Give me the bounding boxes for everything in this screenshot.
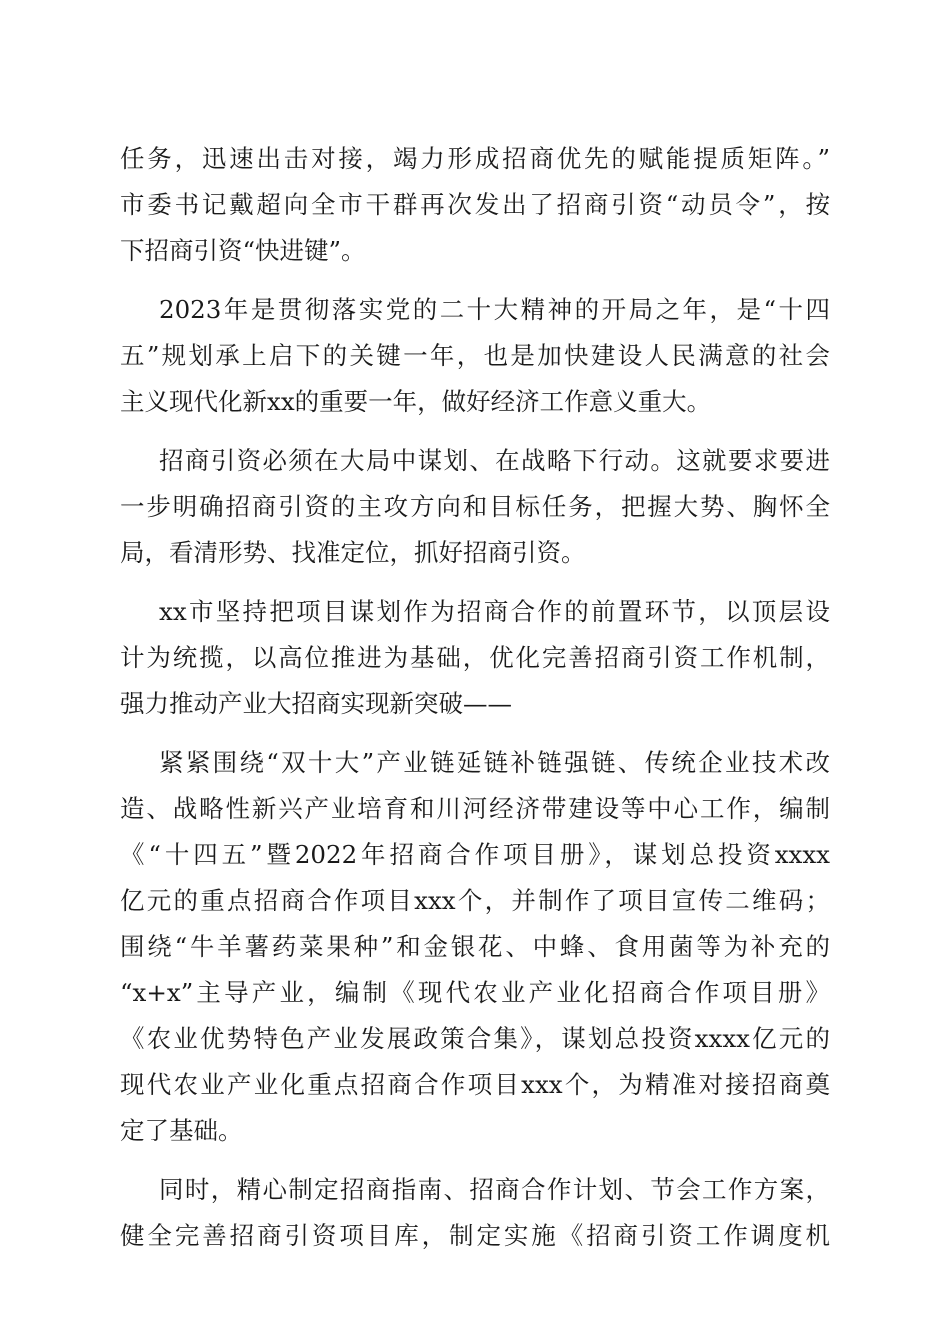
- text-line: 现代农业产业化重点招商合作项目xxx个，为精准对接招商奠: [120, 1070, 830, 1099]
- text-line: 2023年是贯彻落实党的二十大精神的开局之年，是“十四: [159, 295, 830, 324]
- text-line: 市委书记戴超向全市干群再次发出了招商引资“动员令”，按: [120, 190, 830, 219]
- paragraph-1: [120, 136, 830, 274]
- text-line: 亿元的重点招商合作项目xxx个，并制作了项目宣传二维码；: [120, 886, 830, 915]
- text-line: 招商引资必须在大局中谋划、在战略下行动。这就要求要进: [159, 446, 830, 475]
- text-line: 定了基础。: [120, 1116, 243, 1145]
- text-line: “x+x”主导产业，编制《现代农业产业化招商合作项目册》: [120, 978, 830, 1007]
- text-line: 同时，精心制定招商指南、招商合作计划、节会工作方案，: [159, 1175, 830, 1204]
- text-line: 下招商引资“快进键”。: [120, 236, 366, 265]
- paragraph-3: [120, 438, 830, 576]
- document-body: [120, 136, 830, 1259]
- text-line: 五”规划承上启下的关键一年，也是加快建设人民满意的社会: [120, 341, 830, 370]
- text-line: xx市坚持把项目谋划作为招商合作的前置环节，以顶层设: [159, 597, 830, 626]
- text-line: 造、战略性新兴产业培育和川河经济带建设等中心工作，编制: [120, 794, 830, 823]
- text-line: 主义现代化新xx的重要一年，做好经济工作意义重大。: [120, 387, 712, 416]
- text-line: 一步明确招商引资的主攻方向和目标任务，把握大势、胸怀全: [120, 492, 830, 521]
- text-line: 紧紧围绕“双十大”产业链延链补链强链、传统企业技术改: [159, 748, 830, 777]
- paragraph-5: [120, 740, 830, 1154]
- text-line: 强力推动产业大招商实现新突破——: [120, 689, 512, 718]
- text-line: 计为统揽，以高位推进为基础，优化完善招商引资工作机制，: [120, 643, 830, 672]
- text-line: 《农业优势特色产业发展政策合集》，谋划总投资xxxx亿元的: [120, 1024, 830, 1053]
- text-line: 局，看清形势、找准定位，抓好招商引资。: [120, 538, 586, 567]
- text-line: 围绕“牛羊薯药菜果种”和金银花、中蜂、食用菌等为补充的: [120, 932, 830, 961]
- paragraph-2: [120, 287, 830, 425]
- text-line: 《“十四五”暨2022年招商合作项目册》，谋划总投资xxxx: [120, 840, 830, 869]
- text-line: 健全完善招商引资项目库，制定实施《招商引资工作调度机: [120, 1221, 830, 1250]
- text-line: 任务，迅速出击对接，竭力形成招商优先的赋能提质矩阵。”: [120, 144, 830, 173]
- paragraph-6: [120, 1167, 830, 1259]
- paragraph-4: [120, 589, 830, 727]
